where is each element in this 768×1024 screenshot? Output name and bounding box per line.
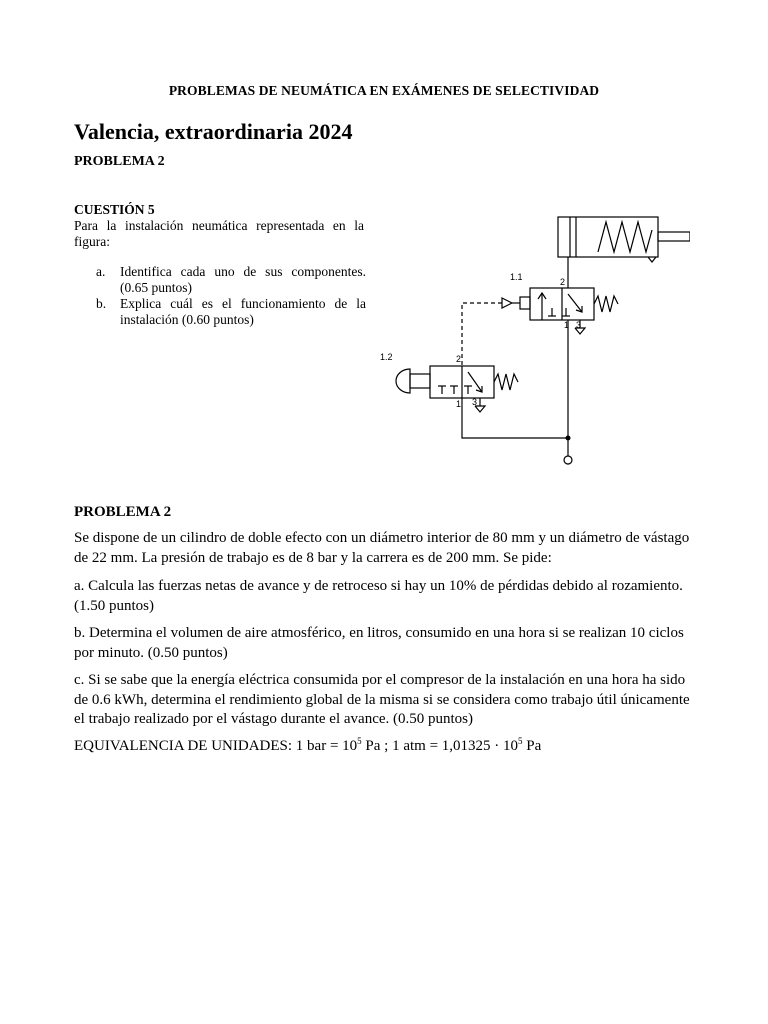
- cylinder-rod: [658, 232, 690, 241]
- port-3-label: 3: [472, 397, 478, 407]
- port-1-label: 1: [456, 399, 462, 409]
- part-c: c. Si se sabe que la energía eléctrica consumida por el compresor de la instalación en una hora ha sido de 0.6 kWh, determina el rendimiento global de la misma si se considera como trabajo útil únicamente el trabajo realizado por el vástago durante el avance. (0.50 puntos): [74, 672, 690, 727]
- item-text: Explica cuál es el funcionamiento de la instalación (0.60 puntos): [120, 296, 366, 327]
- item-label: b.: [96, 296, 107, 311]
- page-title: Valencia, extraordinaria 2024: [74, 119, 353, 144]
- equiv-prefix: EQUIVALENCIA DE UNIDADES: 1 bar = 10: [74, 738, 358, 754]
- cylinder-spring: [598, 222, 652, 252]
- section-title: PROBLEMA 2: [74, 504, 172, 520]
- part-b: b. Determina el volumen de aire atmosférico, en litros, consumido en una hora si se realizan 10 ciclos por minuto. (0.50 puntos): [74, 625, 684, 661]
- question-item-b: [96, 296, 364, 328]
- exponent: 5: [518, 736, 523, 746]
- exponent: 5: [357, 736, 362, 746]
- item-label: a.: [96, 264, 106, 279]
- equiv-middle: Pa ; 1 atm = 1,01325 · 10: [361, 738, 519, 754]
- port-1-label: 1: [564, 320, 570, 330]
- document-header: PROBLEMAS DE NEUMÁTICA EN EXÁMENES DE SELECTIVIDAD: [168, 83, 600, 98]
- pneumatic-circuit-diagram: [370, 200, 690, 472]
- item-text: Identifica cada uno de sus componentes. (0.65 puntos): [120, 264, 366, 295]
- equiv-suffix: Pa: [522, 738, 542, 754]
- valve-1-2-label: 1.2: [380, 352, 393, 362]
- problem-statement: Se dispone de un cilindro de doble efecto con un diámetro interior de 80 mm y un diámetro de vástago de 22 mm. La presión de trabajo es de 8 bar y la carrera es de 200 mm. Se pide:: [74, 530, 690, 566]
- cylinder-body: [558, 217, 658, 257]
- pilot-line: [462, 303, 502, 366]
- valve-1-1-label: 1.1: [510, 272, 523, 282]
- question-item-a: [96, 264, 364, 296]
- question-intro: Para la instalación neumática representada en la figura:: [74, 218, 364, 249]
- unit-equivalences: [74, 738, 541, 755]
- problem-subtitle: PROBLEMA 2: [74, 154, 165, 169]
- cylinder-exhaust: [648, 257, 656, 262]
- part-a: a. Calcula las fuerzas netas de avance y de retroceso si hay un 10% de pérdidas debido al rozamiento. (1.50 puntos): [74, 578, 683, 614]
- port-3-label: 3: [576, 320, 582, 330]
- port-2-label: 2: [560, 277, 566, 287]
- port-2-label: 2: [456, 354, 462, 364]
- question-title: CUESTIÓN 5: [74, 202, 155, 217]
